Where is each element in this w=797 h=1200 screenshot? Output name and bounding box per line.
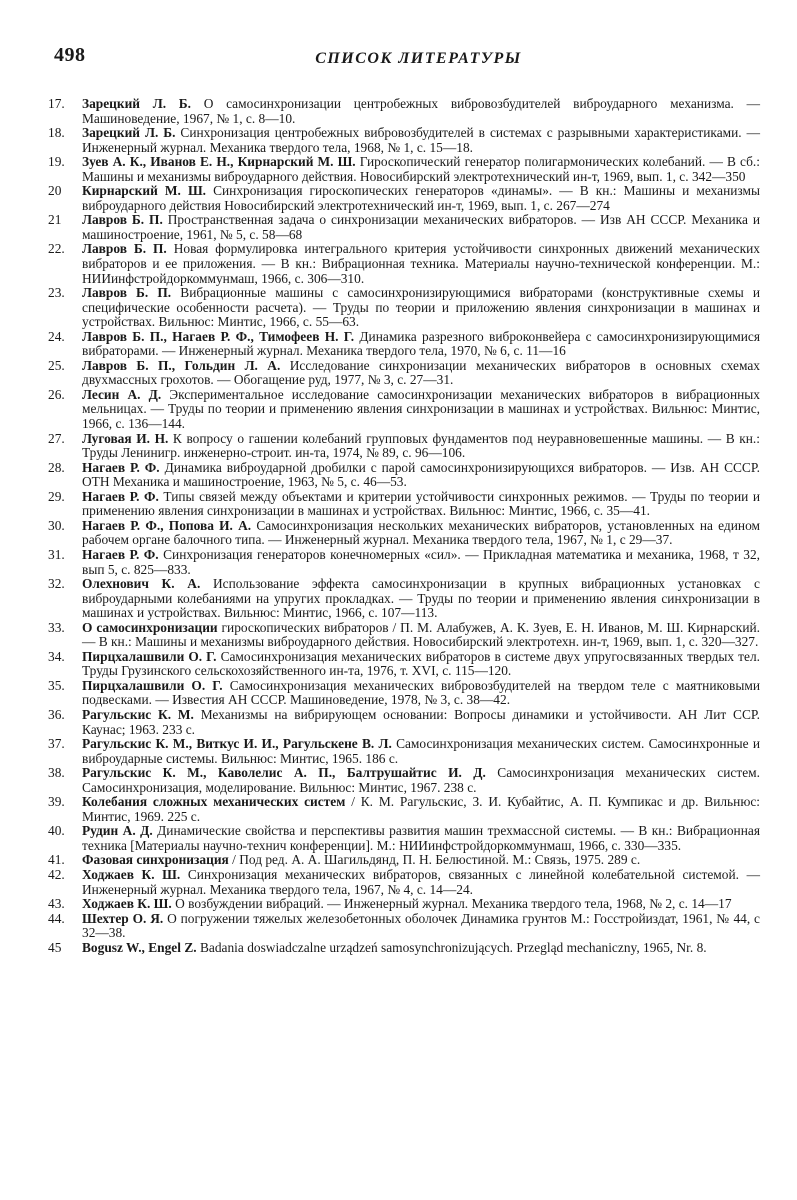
reference-text: Использование эффекта самосинхронизации в крупных вибрационных установках с виброударными колебаниями на упругих прокладках. — Труды по теории и применению явления синхронизации в машинах и устройствах. Вильнюс: Минтис, 1966, с. 107—113. xyxy=(82,576,760,621)
reference-text: Экспериментальное исследование самосинхронизации механических вибраторов в вибрационных мельницах. — Труды по теории и применению явления синхронизации в машинах и устройствах. Вильнюс: Минтис, 1966, с. 136—144. xyxy=(82,386,761,432)
reference-number: 42. xyxy=(48,866,65,882)
reference-author: Нагаев Р. Ф. xyxy=(82,488,159,504)
reference-number: 23. xyxy=(48,285,65,301)
reference-text: Механизмы на вибрирующем основании: Вопросы динамики и устойчивости. АН Лит ССР. Каунас; 1963. 233 с. xyxy=(82,706,760,737)
reference-text: К вопросу о гашении колебаний групповых фундаментов под неуравновешенные машины. — В кн.: Труды Ленинигр. инженерно-строит. ин-та, 1974, № 89, с. 96—106. xyxy=(82,430,760,461)
reference-number: 36. xyxy=(48,706,65,722)
reference-entry xyxy=(48,461,760,490)
reference-entry xyxy=(48,766,760,795)
reference-number: 20 xyxy=(48,183,62,199)
reference-entry xyxy=(48,868,760,897)
reference-number: 17. xyxy=(48,96,65,111)
reference-author: Зарецкий Л. Б. xyxy=(82,125,176,141)
reference-entry xyxy=(48,853,760,868)
reference-entry xyxy=(48,359,760,388)
reference-author: Рагульскис К. М. xyxy=(82,706,194,722)
reference-author: Нагаев Р. Ф. xyxy=(82,459,160,475)
reference-text: Гироскопический генератор полигармонических колебаний. — В сб.: Машины и механизмы виброударного действия. Новосибирский электротехнический ин-т, 1969, вып. 1, с. 342—350 xyxy=(82,154,760,184)
reference-entry xyxy=(48,490,760,519)
reference-number: 29. xyxy=(48,488,65,504)
reference-author: Нагаев Р. Ф., Попова И. А. xyxy=(82,517,252,533)
reference-entry xyxy=(48,941,760,956)
reference-text: Badania doswiadczalne urządzeń samosynchronizujących. Przegląd mechaniczny, 1965, Nr. 8. xyxy=(199,939,707,955)
reference-entry xyxy=(48,184,760,213)
reference-author: Ходжаев К. Ш. xyxy=(82,866,181,882)
reference-entry xyxy=(48,795,760,824)
reference-entry xyxy=(48,388,760,432)
reference-author: Зарецкий Л. Б. xyxy=(82,96,191,111)
reference-number: 19. xyxy=(48,154,65,170)
reference-number: 33. xyxy=(48,619,65,635)
reference-entry xyxy=(48,97,760,126)
reference-author: Кирнарский М. Ш. xyxy=(82,183,206,199)
reference-text: / Под ред. А. А. Шагильдянд, П. Н. Белюстиной. М.: Связь, 1975. 289 с. xyxy=(232,852,641,868)
reference-entry xyxy=(48,126,760,155)
reference-number: 24. xyxy=(48,328,65,344)
reference-number: 40. xyxy=(48,823,65,839)
reference-entry xyxy=(48,519,760,548)
reference-text: Синхронизация механических вибраторов, связанных с линейной колебательной системой. — Инженерный журнал. Механика твердого тела, 1967, № 4, с. 14—24. xyxy=(82,866,760,897)
reference-entry xyxy=(48,621,760,650)
reference-entry xyxy=(48,912,760,941)
reference-text: Динамика разрезного виброконвейера с самосинхронизирующимися вибраторами. — Инженерный журнал. Механика твердого тела, 1970, № 6, с. 11—16 xyxy=(82,328,760,359)
reference-number: 22. xyxy=(48,241,65,257)
reference-number: 34. xyxy=(48,648,65,664)
reference-number: 35. xyxy=(48,677,65,693)
reference-text: Динамические свойства и перспективы развития машин трехмассной системы. — В кн.: Вибрационная техника [Материалы научно-технич конференции]. М.: НИИинфстройдоркоммунмаш, 1966, с. 330—335. xyxy=(82,823,760,853)
reference-text: Синхронизация гироскопических генераторов «динамы». — В кн.: Машины и механизмы виброударного действия Новосибирский электротехнический ин-т, 1969, вып. 1, с. 267—274 xyxy=(82,183,760,213)
reference-author: Рудин А. Д. xyxy=(82,823,153,839)
reference-author: Лавров Б. П. xyxy=(82,285,172,301)
reference-number: 25. xyxy=(48,357,65,373)
reference-entry xyxy=(48,737,760,766)
reference-number: 43. xyxy=(48,896,65,912)
reference-number: 31. xyxy=(48,546,65,562)
reference-entry xyxy=(48,679,760,708)
reference-author: Фазовая синхронизация xyxy=(82,852,229,868)
reference-author: Рагульскис К. М., Каволелис А. П., Балтрушайтис И. Д. xyxy=(82,765,486,781)
reference-author: Bogusz W., Engel Z. xyxy=(82,939,197,955)
reference-text: Вибрационные машины с самосинхронизирующимися вибраторами (конструктивные схемы и специфические особенности расчета). — Труды по теории и приложению явления синхронизации в машинах и устройствах. Вильнюс: Минтис, 1966, с. 55—63. xyxy=(82,285,760,330)
reference-entry xyxy=(48,824,760,853)
reference-author: Лавров Б. П., Гольдин Л. А. xyxy=(82,357,281,373)
reference-author: Лесин А. Д. xyxy=(82,386,162,402)
reference-number: 18. xyxy=(48,125,65,141)
reference-author: Шехтер О. Я. xyxy=(82,910,164,926)
reference-author: Колебания сложных механических систем xyxy=(82,794,346,810)
reference-author: Ходжаев К. Ш. xyxy=(82,896,172,912)
reference-author: Нагаев Р. Ф. xyxy=(82,546,159,562)
reference-text: гироскопических вибраторов / П. М. Алабужев, А. К. Зуев, Е. Н. Иванов, М. Ш. Кирнарский. — В кн.: Машины и механизмы виброударного действия. Новосибирский электротехн. ин-т, 1969, вып. 1, с. 320—327. xyxy=(82,619,760,650)
reference-text: Самосинхронизация механических систем. Самосинхронные и виброударные системы. Вильнюс: Минтис, 1965. 186 с. xyxy=(82,736,761,766)
reference-number: 21 xyxy=(48,212,62,228)
reference-text: Самосинхронизация механических систем. Самосинхронизация, моделирование. Вильнюс: Минтис, 1967. 238 с. xyxy=(82,765,760,795)
reference-text: Самосинхронизация нескольких механических вибраторов, установленных на едином рабочем органе балочного типа. — Инженерный журнал. Механика твердого тела, 1967, № 1, с 29—37. xyxy=(82,517,760,548)
reference-author: Лавров Б. П. xyxy=(82,241,167,257)
reference-number: 44. xyxy=(48,910,65,926)
reference-entry xyxy=(48,432,760,461)
reference-text: Динамика виброударной дробилки с парой самосинхронизирующихся вибраторов. — Изв. АН СССР. ОТН Механика и машиностроение, 1963, № 5, с. 46—53. xyxy=(82,459,760,490)
reference-text: Синхронизация генераторов конечномерных «сил». — Прикладная математика и механика, 1968, т 32, вып 5, с. 825—833. xyxy=(82,546,760,577)
reference-author: Олехнович К. А. xyxy=(82,576,201,592)
reference-entry xyxy=(48,286,760,330)
reference-author: Лавров Б. П., Нагаев Р. Ф., Тимофеев Н. Г. xyxy=(82,328,355,344)
reference-text: Исследование синхронизации механических вибраторов в основных схемах двухмассных грохотов. — Обогащение руд, 1977, № 3, с. 27—31. xyxy=(82,357,760,388)
reference-entry xyxy=(48,242,760,286)
running-head: СПИСОК ЛИТЕРАТУРЫ xyxy=(315,50,522,67)
reference-entry xyxy=(48,577,760,621)
reference-text: О возбуждении вибраций. — Инженерный журнал. Механика твердого тела, 1968, № 2, с. 14—17 xyxy=(175,896,732,912)
reference-number: 26. xyxy=(48,386,65,402)
reference-text: Новая формулировка интегрального критерия устойчивости синхронных движений механических вибраторов и ее приложения. — В кн.: Вибрационная техника. Материалы научно-технической конференции. М.: НИИинфстройдоркоммунмаш, 1966, с. 306—310. xyxy=(82,241,760,286)
reference-text: Пространственная задача о синхронизации механических вибраторов. — Изв АН СССР. Механика и машиностроение, 1961, № 5, с. 58—68 xyxy=(82,212,760,242)
reference-number: 41. xyxy=(48,852,65,868)
reference-text: Самосинхронизация механических вибровозбудителей на твердом теле с маятниковыми подвесками. — Известия АН СССР. Машиноведение, 1978, № 3, с. 38—42. xyxy=(82,677,760,708)
reference-text: Самосинхронизация механических вибраторов в системе двух упругосвязанных твердых тел. Труды Грузинского сельскохозяйственного ин-та, 1976, т. XVI, с. 115—120. xyxy=(82,648,760,679)
reference-entry xyxy=(48,650,760,679)
reference-author: Рагульскис К. М., Виткус И. И., Рагульскене В. Л. xyxy=(82,736,392,752)
reference-entry xyxy=(48,330,760,359)
reference-text: О самосинхронизации центробежных вибровозбудителей виброударного механизма. — Машиноведение, 1967, № 1, с. 8—10. xyxy=(82,96,760,126)
reference-number: 39. xyxy=(48,794,65,810)
reference-entry xyxy=(48,708,760,737)
reference-text: О погружении тяжелых железобетонных оболочек Динамика грунтов М.: Госстройиздат, 1961, № 44, с 32—38. xyxy=(82,910,760,941)
reference-author: Луговая И. Н. xyxy=(82,430,169,446)
reference-number: 45 xyxy=(48,939,62,955)
reference-text: Синхронизация центробежных вибровозбудителей в системах с разрывными характеристиками. — Инженерный журнал. Механика твердого тела, 1968, № 1, с. 15—18. xyxy=(82,125,760,155)
reference-entry xyxy=(48,213,760,242)
reference-number: 27. xyxy=(48,430,65,446)
reference-author: О самосинхронизации xyxy=(82,619,218,635)
reference-entry xyxy=(48,548,760,577)
reference-number: 37. xyxy=(48,736,65,752)
reference-number: 28. xyxy=(48,459,65,475)
reference-number: 30. xyxy=(48,517,65,533)
reference-number: 32. xyxy=(48,576,65,592)
reference-number: 38. xyxy=(48,765,65,781)
reference-text: / К. М. Рагульскис, З. И. Кубайтис, А. П. Кумпикас и др. Вильнюс: Минтис, 1969. 225 с. xyxy=(82,794,760,824)
reference-author: Пирцхалашвили О. Г. xyxy=(82,648,217,664)
reference-author: Пирцхалашвили О. Г. xyxy=(82,677,223,693)
reference-entry xyxy=(48,155,760,184)
reference-author: Зуев А. К., Иванов Е. Н., Кирнарский М. Ш. xyxy=(82,154,356,170)
page-number: 498 xyxy=(54,44,86,66)
reference-text: Типы связей между объектами и критерии устойчивости синхронных режимов. — Труды по теории и применению явления синхронизации в машинах и устройствах. Вильнюс: Минтис, 1966, с. 35—41. xyxy=(82,488,760,519)
reference-author: Лавров Б. П. xyxy=(82,212,163,228)
reference-entry xyxy=(48,897,760,912)
reference-list xyxy=(48,97,760,955)
